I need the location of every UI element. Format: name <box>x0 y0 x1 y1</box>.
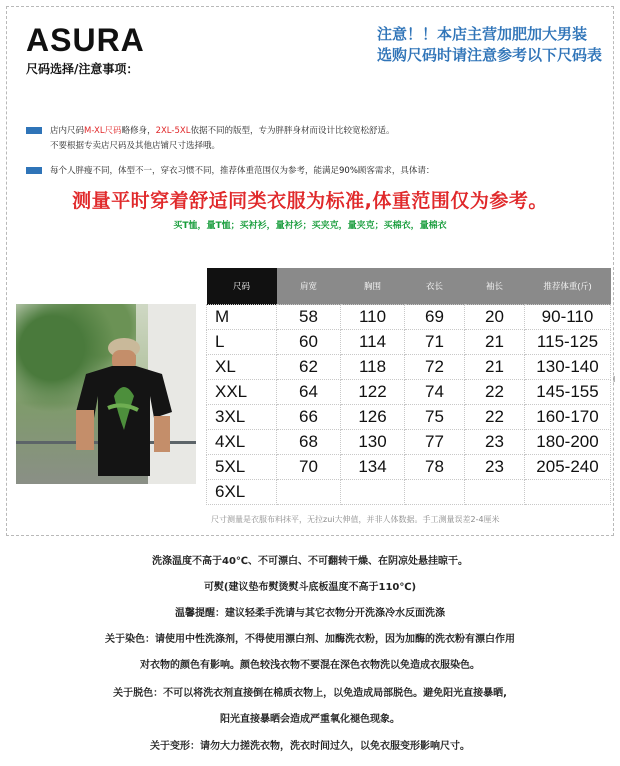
sleeve-cell: 20 <box>465 305 525 330</box>
header-cell: 胸围 <box>341 268 405 305</box>
table-row <box>207 430 611 455</box>
weight-cell: 160-170 <box>525 405 611 430</box>
blue-bullet-icon <box>26 127 42 134</box>
length-cell: 71 <box>405 330 465 355</box>
weight-cell: 115-125 <box>525 330 611 355</box>
info-text: 店内尺码 <box>50 126 85 136</box>
chest-cell: 118 <box>341 355 405 380</box>
table-row <box>207 455 611 480</box>
table-row <box>207 480 611 505</box>
sleeve-cell: 23 <box>465 455 525 480</box>
category-tips: 买T恤，量T恤；买衬衫，量衬衫；买夹克，量夹克；买棉衣，量棉衣 <box>173 221 447 231</box>
table-row <box>207 405 611 430</box>
model-figure-icon <box>72 326 176 484</box>
edge-marker: l <box>613 375 616 384</box>
size-cell: L <box>207 330 277 355</box>
table-row <box>207 305 611 330</box>
chest-cell: 122 <box>341 380 405 405</box>
care-line-3: 温馨提醒：建议轻柔手洗请与其它衣物分开洗涤冷水反面洗涤 <box>175 608 445 619</box>
info-line-2: 不要根据专卖店尺码及其他店铺尺寸选择哦。 <box>50 141 221 151</box>
shoulder-cell: 66 <box>277 405 341 430</box>
length-cell: 69 <box>405 305 465 330</box>
size-cell: XXL <box>207 380 277 405</box>
header-cell: 推荐体重(斤) <box>525 268 611 305</box>
size-cell: 3XL <box>207 405 277 430</box>
info-highlight: M-XL尺码 <box>84 126 122 136</box>
chest-cell <box>341 480 405 505</box>
size-table <box>206 268 611 505</box>
notice-line-1: 注意！！本店主营加肥加大男装 <box>376 25 587 43</box>
weight-cell: 90-110 <box>525 305 611 330</box>
header-cell: 肩宽 <box>277 268 341 305</box>
sleeve-cell: 22 <box>465 405 525 430</box>
header-cell: 衣长 <box>405 268 465 305</box>
length-cell: 77 <box>405 430 465 455</box>
header-cell: 袖长 <box>465 268 525 305</box>
size-cell: 6XL <box>207 480 277 505</box>
info-text: 每个人胖瘦不同，体型不一，穿衣习惯不同，推荐体重范围仅为参考，能满足90%顾客需求，具体请： <box>50 166 435 176</box>
info-text: 略修身， <box>121 126 156 136</box>
model-photo <box>16 304 196 484</box>
chest-cell: 126 <box>341 405 405 430</box>
table-row <box>207 355 611 380</box>
weight-cell: 145-155 <box>525 380 611 405</box>
care-line-6: 关于脱色：不可以将洗衣剂直接倒在棉质衣物上，以免造成局部脱色。避免阳光直接暴晒, <box>113 688 507 699</box>
weight-cell: 130-140 <box>525 355 611 380</box>
sleeve-cell <box>465 480 525 505</box>
size-cell: XL <box>207 355 277 380</box>
shoulder-cell: 70 <box>277 455 341 480</box>
shoulder-cell: 58 <box>277 305 341 330</box>
info-line-1 <box>26 125 394 137</box>
weight-cell <box>525 480 611 505</box>
length-cell: 75 <box>405 405 465 430</box>
size-cell: 5XL <box>207 455 277 480</box>
table-row <box>207 330 611 355</box>
length-cell <box>405 480 465 505</box>
size-cell: M <box>207 305 277 330</box>
shoulder-cell: 62 <box>277 355 341 380</box>
care-line-2: 可熨(建议垫布熨烫熨斗底板温度不高于110℃) <box>203 582 417 593</box>
sleeve-cell: 23 <box>465 430 525 455</box>
sleeve-cell: 21 <box>465 355 525 380</box>
notice-line-2: 选购尺码时请注意参考以下尺码表 <box>376 46 602 64</box>
chest-cell: 114 <box>341 330 405 355</box>
care-line-7: 阳光直接暴晒会造成严重氧化褪色现象。 <box>220 714 400 725</box>
care-line-5: 对衣物的颜色有影响。颜色较浅衣物不要混在深色衣物洗以免造成衣服染色。 <box>140 660 480 671</box>
shoulder-cell: 68 <box>277 430 341 455</box>
header-cell: 尺码 <box>207 268 277 305</box>
info-highlight: 2XL-5XL <box>155 126 191 136</box>
table-row <box>207 380 611 405</box>
care-line-4: 关于染色：请使用中性洗涤剂，不得使用漂白剂、加酶洗衣粉，因为加酶的洗衣粉有漂白作用 <box>105 634 515 645</box>
measure-slogan: 测量平时穿着舒适同类衣服为标准,体重范围仅为参考。 <box>72 190 548 212</box>
table-header-row <box>207 268 611 305</box>
care-line-8: 关于变形：请勿大力搓洗衣物，洗衣时间过久，以免衣服变形影响尺寸。 <box>150 741 470 752</box>
length-cell: 74 <box>405 380 465 405</box>
size-cell: 4XL <box>207 430 277 455</box>
length-cell: 78 <box>405 455 465 480</box>
shoulder-cell: 60 <box>277 330 341 355</box>
table-note: 尺寸测量是衣服布料抹平，无拉zui大伸值，并非人体数据。手工测量误差2-4厘米 <box>211 515 500 524</box>
page-subtitle: 尺码选择/注意事项： <box>26 62 139 76</box>
length-cell: 72 <box>405 355 465 380</box>
chest-cell: 130 <box>341 430 405 455</box>
weight-cell: 205-240 <box>525 455 611 480</box>
brand-logo: ASURA <box>26 22 145 58</box>
sleeve-cell: 22 <box>465 380 525 405</box>
care-line-1: 洗涤温度不高于40℃、不可漂白、不可翻转干燥、在阴凉处悬挂晾干。 <box>151 556 469 567</box>
chest-cell: 110 <box>341 305 405 330</box>
sleeve-cell: 21 <box>465 330 525 355</box>
shoulder-cell <box>277 480 341 505</box>
blue-bullet-icon <box>26 167 42 174</box>
notice-box <box>377 24 602 66</box>
info-text: 依据不同的版型，专为胖胖身材而设计比较宽松舒适。 <box>190 126 395 136</box>
weight-cell: 180-200 <box>525 430 611 455</box>
shoulder-cell: 64 <box>277 380 341 405</box>
info-line-3 <box>26 165 434 177</box>
chest-cell: 134 <box>341 455 405 480</box>
